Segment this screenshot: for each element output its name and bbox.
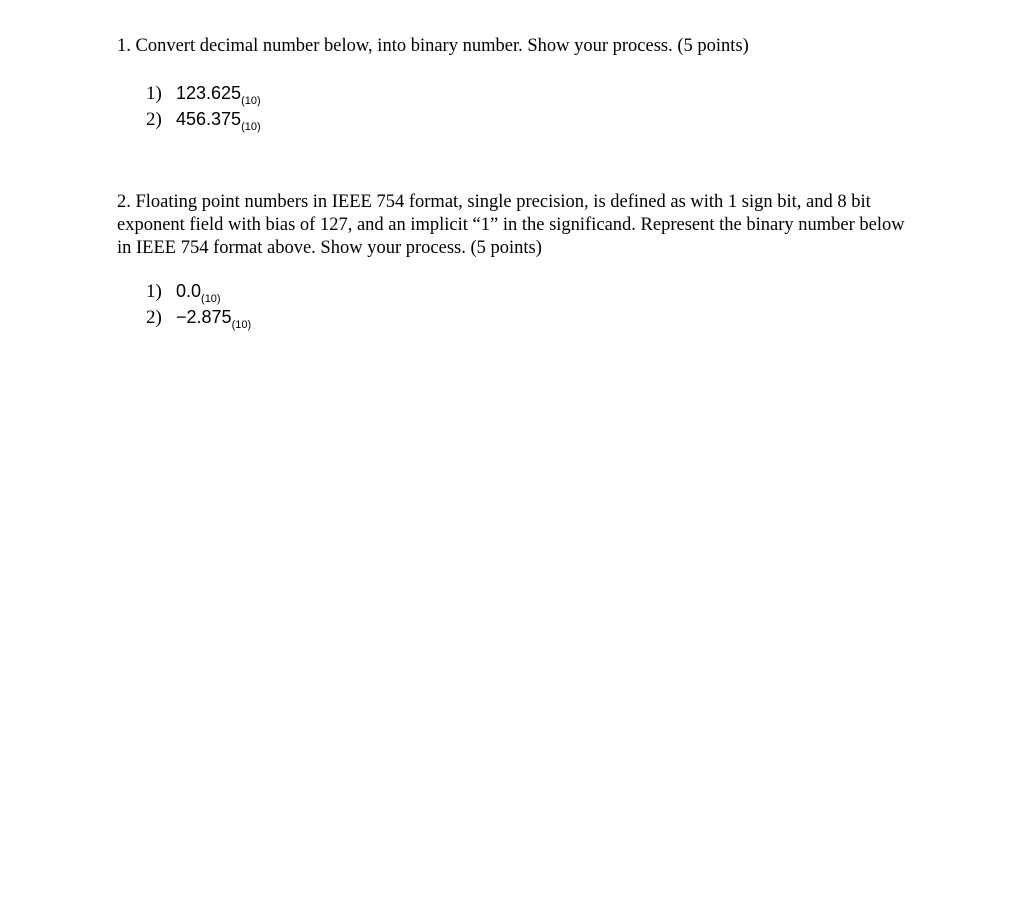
- question-1-prompt: 1. Convert decimal number below, into binary number. Show your process. (5 points): [117, 36, 749, 56]
- item-number: 2): [146, 307, 162, 328]
- question-1-item-2: [146, 106, 261, 132]
- item-base-subscript: (10): [231, 319, 252, 331]
- item-number: 2): [146, 109, 162, 130]
- item-value: −2.875: [176, 307, 232, 327]
- item-value: 0.0: [176, 281, 202, 301]
- question-2-item-2: [146, 304, 251, 330]
- item-base-subscript: (10): [201, 293, 221, 305]
- item-base-subscript: (10): [241, 121, 261, 133]
- item-value: 123.625: [176, 83, 242, 103]
- item-number: 1): [146, 83, 162, 104]
- question-2-prompt: 2. Floating point numbers in IEEE 754 format, single precision, is defined as with 1 sign bit, and 8 bit exponent field with bias of 127, and an implicit “1” in the significand. Represent the binary number below in IEEE 754 format above. Show your process. (5 points): [117, 192, 905, 258]
- item-value: 456.375: [176, 109, 242, 129]
- item-number: 1): [146, 281, 162, 302]
- question-1-items: [146, 80, 261, 132]
- question-2-items: [146, 278, 251, 330]
- question-2-item-1: [146, 278, 251, 304]
- question-1-item-1: [146, 80, 261, 106]
- item-base-subscript: (10): [241, 95, 261, 107]
